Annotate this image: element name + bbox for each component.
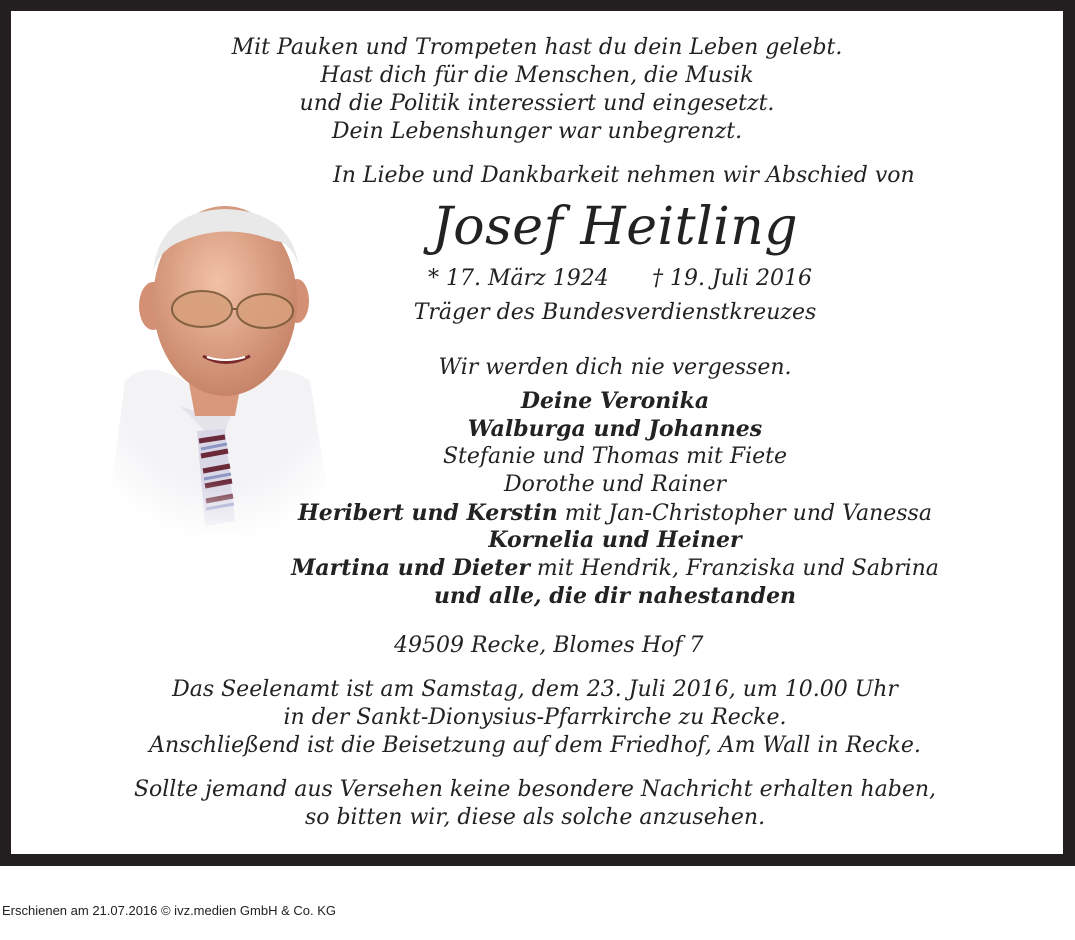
mourner-3: Stefanie und Thomas mit Fiete: [442, 444, 788, 469]
poem-line-4: Dein Lebenshunger war unbegrenzt.: [331, 119, 743, 144]
address: 49509 Recke, Blomes Hof 7: [394, 633, 704, 658]
service-line-3: Anschließend ist die Beisetzung auf dem Friedhof, Am Wall in Recke.: [149, 733, 921, 758]
birth-date: * 17. März 1924: [428, 266, 609, 291]
mourner-5: [11, 499, 1075, 528]
remember-line: Wir werden dich nie vergessen.: [438, 355, 792, 380]
poem-line-2: Hast dich für die Menschen, die Musik: [320, 63, 754, 88]
poem-line-3: und die Politik interessiert und eingesetzt.: [299, 91, 775, 116]
deceased-name: Josef Heitling: [431, 197, 799, 257]
mourner-7-names: Martina und Dieter: [291, 555, 530, 581]
poem-line-1: Mit Pauken und Trompeten hast du dein Leben gelebt.: [231, 35, 843, 60]
mourner-5-names: Heribert und Kerstin: [298, 500, 558, 526]
mourner-1: Deine Veronika: [520, 388, 710, 414]
mourner-5-children: mit Jan-Christopher und Vanessa: [557, 501, 932, 526]
notice-line-2: so bitten wir, diese als solche anzusehen.: [304, 805, 766, 830]
mourner-7-children: mit Hendrik, Franziska und Sabrina: [529, 556, 939, 581]
mourner-7: [11, 554, 1075, 583]
farewell-intro: In Liebe und Dankbarkeit nehmen wir Abschied von: [333, 163, 915, 188]
obituary-card: [11, 11, 1063, 854]
mourner-4: Dorothe und Rainer: [503, 472, 726, 497]
honor-title: Träger des Bundesverdienstkreuzes: [413, 300, 817, 325]
publication-footer: Erschienen am 21.07.2016 © ivz.medien GmbH & Co. KG: [2, 903, 337, 918]
death-date: † 19. Juli 2016: [652, 266, 813, 291]
notice-line-1: Sollte jemand aus Versehen keine besondere Nachricht erhalten haben,: [133, 777, 937, 802]
mourner-6: Kornelia und Heiner: [488, 527, 742, 553]
mourner-8: und alle, die dir nahestanden: [433, 583, 797, 609]
service-line-1: Das Seelenamt ist am Samstag, dem 23. Juli 2016, um 10.00 Uhr: [172, 677, 898, 702]
mourner-2: Walburga und Johannes: [467, 416, 763, 442]
service-line-2: in der Sankt-Dionysius-Pfarrkirche zu Recke.: [283, 705, 787, 730]
